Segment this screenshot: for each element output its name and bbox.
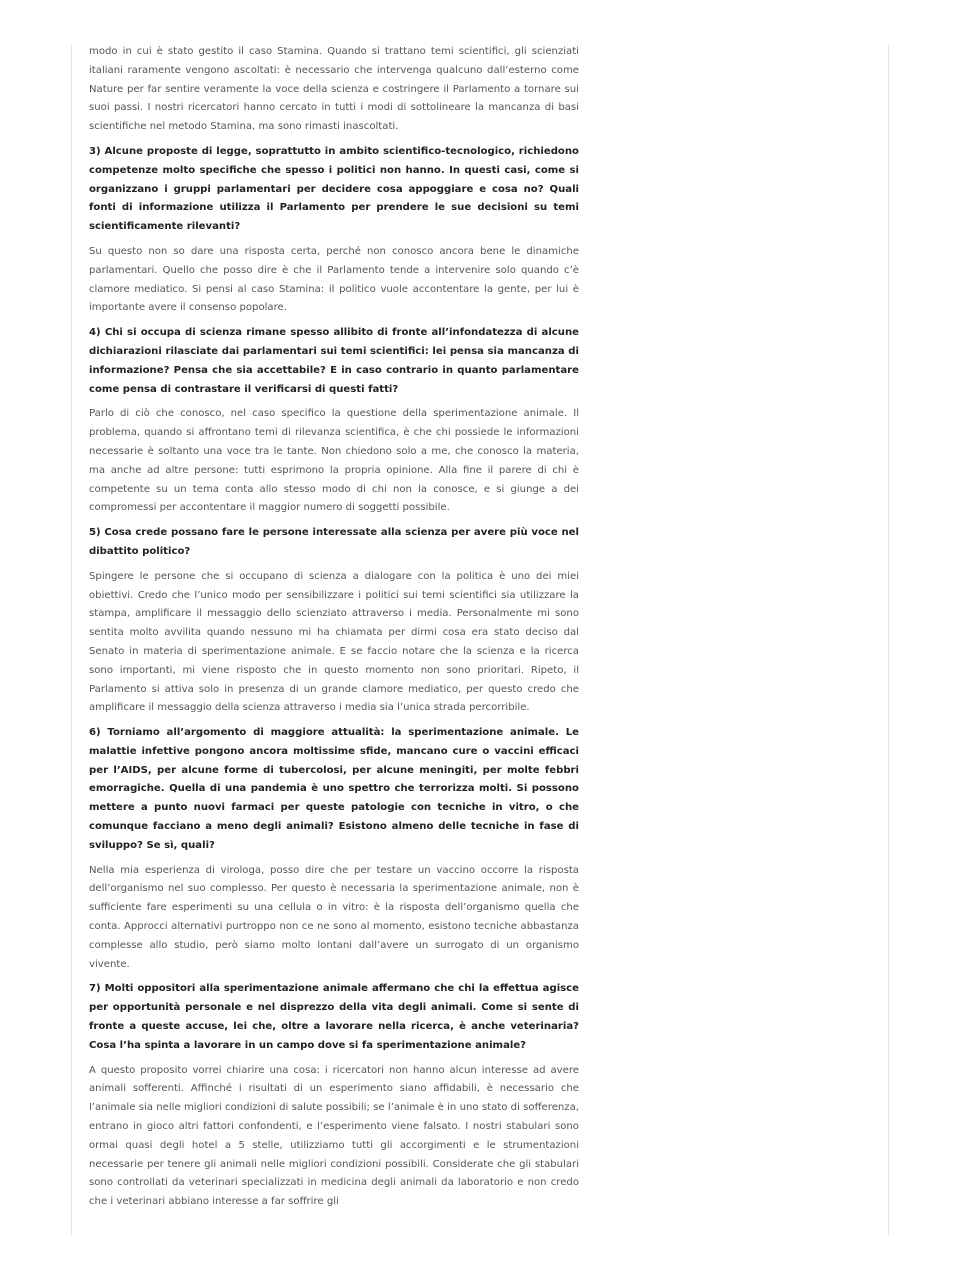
question-paragraph: 7) Molti oppositori alla sperimentazione animale affermano che chi la effettua agisce per opportunità personale e nel disprezzo della vita degli animali. Come si sente di fronte a queste accuse, lei che, oltre a lavorare nella ricerca, è anche veterinaria? Cosa l’ha spinta a lavorare in un campo dove si fa sperimentazione animale? — [89, 983, 579, 1051]
left-divider — [71, 44, 72, 1236]
question-paragraph: 5) Cosa crede possano fare le persone interessate alla scienza per avere più voce nel dibattito politico? — [89, 527, 579, 557]
answer-paragraph: Nella mia esperienza di virologa, posso dire che per testare un vaccino occorre la risposta dell’organismo nel suo complesso. Per questo è necessaria la sperimentazione animale, non è sufficiente fare esperimenti su una cellula o in vitro: è la risposta dell’organismo quella che conta. Approcci alternativi purtroppo non ce ne sono al momento, esistono tecniche abbastanza complesse allo studio, però siamo molto lontani dall’avere un surrogato di un organismo vivente. — [89, 864, 579, 970]
answer-paragraph: modo in cui è stato gestito il caso Stamina. Quando si trattano temi scientifici, gli scienziati italiani raramente vengono ascoltati: è necessario che intervenga qualcuno dall’esterno come Nature per far sentire veramente la voce della scienza e costringere il Parlamento a tornare sui suoi passi. I nostri ricercatori hanno cercato in tutti i modi di sottolineare la mancanza di basi scientifiche nel metodo Stamina, ma sono rimasti inascoltati. — [89, 46, 579, 133]
answer-paragraph: Spingere le persone che si occupano di scienza a dialogare con la politica è uno dei miei obiettivi. Credo che l’unico modo per sensibilizzare i politici sui temi scientifici sia utilizzare la stampa, amplificare il messaggio dello scienziato attraverso i media. Personalmente mi sono sentita molto avvilita quando nessuno mi ha chiamata per dirmi cosa era stato deciso dal Senato in materia di sperimentazione animale. E se faccio notare che la scienza e la ricerca sono importanti, mi viene risposto che in questo momento non sono prioritari. Ripeto, il Parlamento si attiva solo in presenza di un grande clamore mediatico, per questo credo che amplificare il messaggio della scienza attraverso i media sia l’unica strada percorribile. — [89, 570, 579, 714]
right-divider — [888, 44, 889, 1236]
article-body — [89, 43, 579, 1233]
question-paragraph: 4) Chi si occupa di scienza rimane spesso allibito di fronte all’infondatezza di alcune dichiarazioni rilasciate dai parlamentari sui temi scientifici: lei pensa sia mancanza di informazione? Pensa che sia accettabile? E in caso contrario in quanto parlamentare come pensa di contrastare il verificarsi di questi fatti? — [89, 327, 579, 395]
answer-paragraph: Parlo di ciò che conosco, nel caso specifico la questione della sperimentazione animale. Il problema, quando si affrontano temi di rilevanza scientifica, è che chi possiede le informazioni necessarie è soltanto una voce tra le tante. Non chiedono solo a me, che conosco la materia, ma anche ad altre persone: tutti esprimono la propria opinione. Alla fine il parere di chi è competente su un tema conta allo stesso modo di chi non la conosce, e si giunge a dei compromessi per accontentare il maggior numero di soggetti possibile. — [89, 408, 579, 514]
question-paragraph: 6) Torniamo all’argomento di maggiore attualità: la sperimentazione animale. Le malattie infettive pongono ancora moltissime sfide, mancano cure o vaccini efficaci per l’AIDS, per alcune forme di tubercolosi, per alcune meningiti, per molte febbri emorragiche. Quella di una pandemia è uno spettro che terrorizza molti. Si possono mettere a punto nuovi farmaci per queste patologie con tecniche in vitro, o che comunque facciano a meno degli animali? Esistono almeno delle tecniche in fase di sviluppo? Se sì, quali? — [89, 727, 579, 851]
answer-paragraph: A questo proposito vorrei chiarire una cosa: i ricercatori non hanno alcun interesse ad avere animali sofferenti. Affinché i risultati di un esperimento siano affidabili, è necessario che l’animale sia nelle migliori condizioni di salute possibili; se l’animale è in uno stato di sofferenza, entrano in gioco altri fattori confondenti, e l’esperimento viene falsato. I nostri stabulari sono ormai quasi degli hotel a 5 stelle, utilizziamo tutti gli accorgimenti e le strumentazioni necessarie per tenere gli animali nelle migliori condizioni possibili. Considerate che gli stabulari sono controllati da veterinari specializzati in medicina degli animali da laboratorio e non credo che i veterinari abbiano interesse a far soffrire gli — [89, 1064, 579, 1208]
answer-paragraph: Su questo non so dare una risposta certa, perché non conosco ancora bene le dinamiche parlamentari. Quello che posso dire è che il Parlamento tende a intervenire solo quando c’è clamore mediatico. Si pensi al caso Stamina: il politico vuole accontentare la gente, per lui è importante avere il consenso popolare. — [89, 245, 579, 314]
question-paragraph: 3) Alcune proposte di legge, soprattutto in ambito scientifico-tecnologico, richiedono competenze molto specifiche che spesso i politici non hanno. In questi casi, come si organizzano i gruppi parlamentari per decidere cosa appoggiare e cosa no? Quali fonti di informazione utilizza il Parlamento per prendere le sue decisioni su temi scientificamente rilevanti? — [89, 145, 579, 233]
